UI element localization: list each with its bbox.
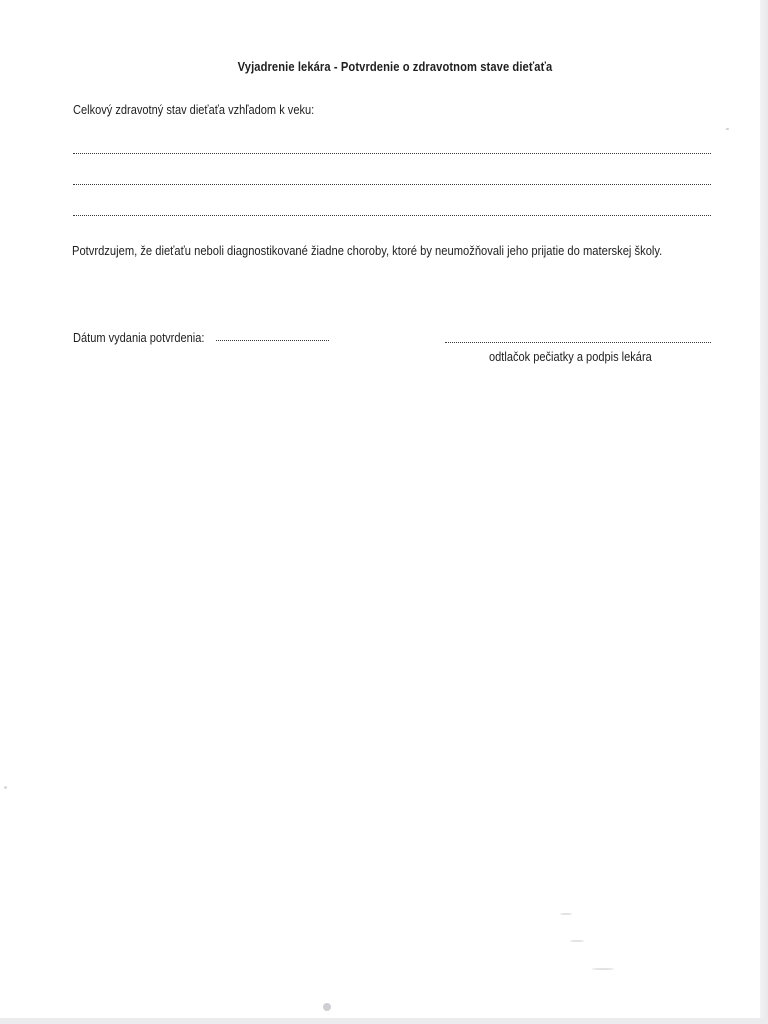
document-title: Vyjadrenie lekára - Potvrdenie o zdravotnom stave dieťaťa — [237, 59, 553, 74]
issue-date-label: Dátum vydania potvrdenia: — [73, 330, 205, 345]
dotted-answer-line-3 — [73, 215, 711, 216]
scan-speck — [726, 128, 729, 130]
dotted-answer-line-2 — [73, 184, 711, 185]
scan-right-edge — [760, 0, 768, 1024]
scan-speck — [4, 786, 7, 789]
scan-speck — [570, 940, 584, 942]
scan-speck — [323, 1003, 331, 1011]
issue-date-dotted-line — [216, 340, 329, 341]
scan-bottom-edge — [0, 1018, 768, 1024]
general-health-label: Celkový zdravotný stav dieťaťa vzhľadom k veku: — [73, 102, 315, 117]
signature-dotted-line — [445, 342, 711, 343]
dotted-answer-line-1 — [73, 153, 711, 154]
scan-speck — [560, 913, 572, 915]
scan-speck — [592, 968, 614, 970]
signature-caption: odtlačok pečiatky a podpis lekára — [489, 349, 652, 364]
confirmation-statement: Potvrdzujem, že dieťaťu neboli diagnostikované žiadne choroby, ktoré by neumožňovali jeho prijatie do materskej školy. — [72, 243, 663, 258]
